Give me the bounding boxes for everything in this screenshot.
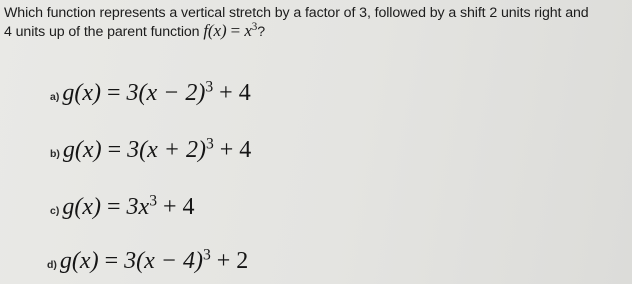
option-equation [62,194,194,221]
option-exponent: 3 [149,192,157,210]
answer-option-c[interactable] [50,194,195,221]
option-rhs: 3(x − 2) [126,80,206,106]
option-exponent: 3 [205,78,214,96]
question-text [4,4,626,41]
parent-function-lhs: f(x) [203,21,227,40]
option-letter: a) [50,91,60,103]
answer-option-b[interactable] [50,137,251,164]
option-rhs: 3(x + 2) [127,137,206,163]
parent-function-exponent: 3 [251,20,258,33]
option-rhs: 3(x − 4) [124,248,203,274]
question-line-2 [4,22,626,41]
parent-function-equals: = [230,21,241,40]
option-lhs: g(x) [59,248,99,274]
option-rhs-tail: + 4 [219,80,251,106]
question-line-1: Which function represents a vertical stretch by a factor of 3, followed by a shift 2 units right and [4,5,589,21]
option-equals: = [106,80,121,106]
option-equation [60,248,248,275]
answer-option-d[interactable] [47,248,248,275]
option-equals: = [104,248,119,274]
option-rhs-tail: + 4 [219,137,252,163]
option-rhs: 3x [126,194,150,220]
question-line-2-prefix: 4 units up of the parent function [4,24,200,40]
parent-function-base: x [244,21,252,40]
option-lhs: g(x) [62,194,101,220]
option-exponent: 3 [205,135,214,153]
answer-option-a[interactable] [50,80,251,107]
parent-function [203,21,257,40]
option-letter: b) [50,148,60,160]
option-letter: d) [47,259,57,271]
option-equation [62,80,250,107]
option-exponent: 3 [202,246,211,264]
option-lhs: g(x) [62,137,102,163]
question-mark: ? [257,24,266,40]
option-equation [63,137,251,164]
option-rhs-tail: + 4 [162,194,195,220]
option-equals: = [107,137,122,163]
option-lhs: g(x) [62,80,101,106]
option-letter: c) [50,205,60,217]
option-equals: = [106,194,121,220]
option-rhs-tail: + 2 [216,248,249,274]
